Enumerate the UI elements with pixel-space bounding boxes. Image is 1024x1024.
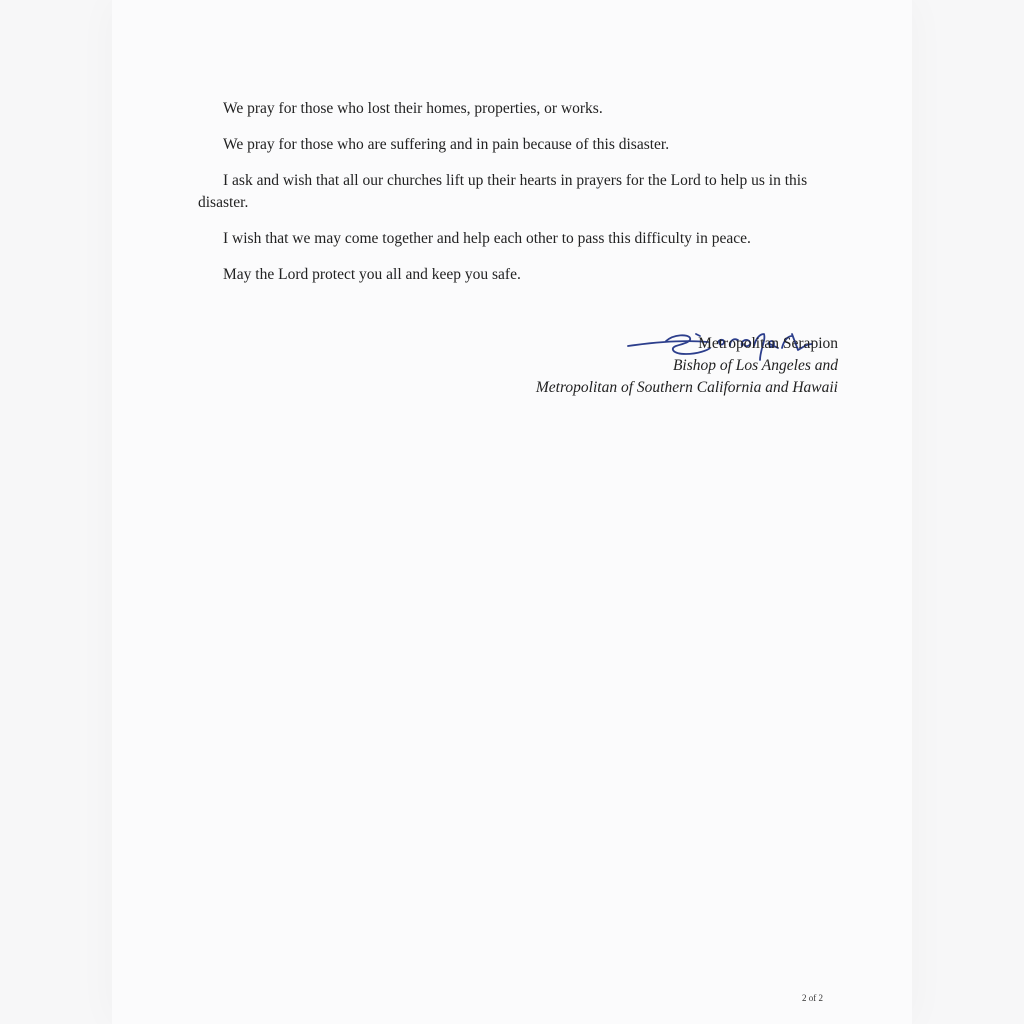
paragraph: We pray for those who are suffering and in pain because of this disaster. bbox=[223, 136, 670, 153]
signature-block bbox=[460, 333, 838, 399]
paragraph: May the Lord protect you all and keep you safe. bbox=[223, 266, 521, 283]
page-number: 2 of 2 bbox=[802, 993, 823, 1003]
letter-body bbox=[198, 98, 838, 300]
paragraph: We pray for those who lost their homes, properties, or works. bbox=[223, 100, 603, 117]
signatory-title: Metropolitan of Southern California and Hawaii bbox=[535, 379, 838, 396]
paragraph: I ask and wish that all our churches lift up their hearts in prayers for the Lord to help us in this disaster. bbox=[198, 172, 808, 211]
signatory-name: Metropolitan Serapion bbox=[698, 335, 838, 352]
paragraph: I wish that we may come together and help each other to pass this difficulty in peace. bbox=[223, 230, 751, 247]
signatory-title: Bishop of Los Angeles and bbox=[672, 357, 838, 374]
